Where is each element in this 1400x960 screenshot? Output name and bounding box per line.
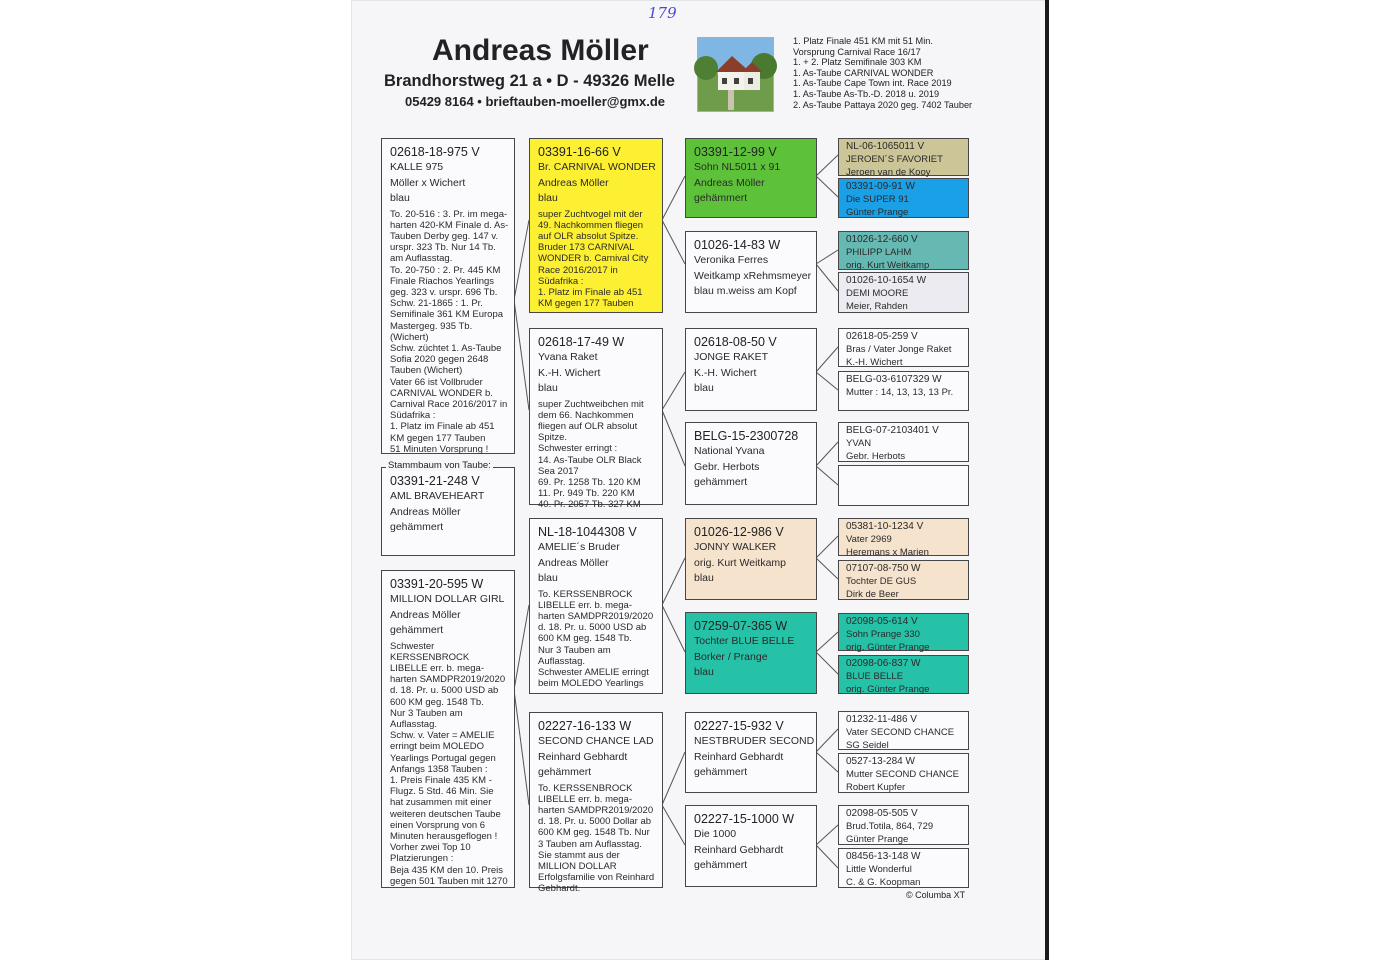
pigeon-origin: orig. Günter Prange	[846, 684, 930, 695]
pigeon-color: gehämmert	[390, 521, 444, 533]
desc-line: Nur 3 Tauben am	[390, 707, 463, 719]
pigeon-origin: Heremans x Marien	[846, 547, 929, 558]
pigeon-origin: K.-H. Wichert	[538, 366, 601, 379]
gen4-card-1[interactable]	[838, 138, 969, 176]
gen3-card-3[interactable]	[685, 328, 817, 411]
pigeon-name: Mutter SECOND CHANCE	[846, 769, 959, 780]
desc-line: LIBELLE err. b. mega-	[390, 662, 484, 674]
dam-card[interactable]	[381, 570, 515, 888]
desc-line: Schwester	[390, 640, 435, 652]
pigeon-color: gehämmert	[538, 766, 592, 778]
pigeon-name: Bras / Vater Jonge Raket	[846, 344, 952, 355]
pigeon-origin: Reinhard Gebhardt	[694, 843, 784, 856]
ring-number: 03391-20-595 W	[390, 577, 484, 591]
gen4-card-2[interactable]	[838, 178, 969, 218]
gen4-card-15[interactable]	[838, 805, 969, 845]
pigeon-name: Br. CARNIVAL WONDER	[538, 161, 656, 173]
ring-number: 02227-15-1000 W	[694, 812, 795, 826]
gen4-card-12[interactable]	[838, 655, 969, 694]
gen4-card-13[interactable]	[838, 711, 969, 750]
pigeon-color: blau	[538, 382, 558, 394]
pigeon-origin: Reinhard Gebhardt	[694, 750, 784, 763]
desc-line: Schwester erringt :	[538, 443, 618, 455]
desc-line: 49. Nachkommen fliegen	[538, 219, 644, 231]
pigeon-origin: K.-H. Wichert	[694, 366, 757, 379]
desc-line: Schw. 21-1865 : 1. Pr.	[390, 298, 483, 310]
gen3-card-6[interactable]	[685, 612, 817, 694]
corner-mark: 179	[648, 4, 677, 22]
ring-number: 03391-16-66 V	[538, 145, 621, 159]
gen3-card-5[interactable]	[685, 518, 817, 600]
ring-number: 0527-13-284 W	[846, 756, 915, 767]
desc-line: Yearlings Portugal gegen	[390, 752, 496, 764]
desc-line: d. 18. Pr. u. 5000 USD ab	[538, 622, 647, 634]
desc-line: MILLION DOLLAR	[538, 860, 617, 872]
desc-line: Schw. v. Vater = AMELIE	[390, 730, 495, 742]
ring-number: 02618-17-49 W	[538, 335, 625, 349]
desc-line: KM gegen 177 Tauben	[390, 432, 486, 444]
pigeon-origin: Meier, Rahden	[846, 301, 908, 312]
sire-description	[390, 209, 507, 455]
desc-line: 11. Pr. 949 Tb. 220 KM	[538, 488, 635, 500]
ring-number: 02098-05-614 V	[846, 616, 918, 627]
gen4-card-9[interactable]	[838, 518, 969, 556]
desc-line: Erfolgsfamilie von Reinhard	[538, 872, 655, 884]
pigeon-name: Veronika Ferres	[694, 254, 769, 266]
achievement-item: 1. + 2. Platz Semifinale 303 KM	[793, 57, 922, 68]
desc-line: dem 66. Nachkommen	[538, 409, 634, 421]
pigeon-origin: Dirk de Beer	[846, 589, 899, 600]
pigeon-name: KALLE 975	[390, 161, 444, 173]
desc-line: harten SAMDPR2019/2020	[538, 804, 654, 816]
pigeon-origin: Andreas Möller	[390, 505, 461, 518]
desc-line: Vorher zwei Top 10	[390, 842, 471, 854]
desc-line: weiteren deutschen Taube	[390, 808, 501, 820]
pigeon-name: Vater SECOND CHANCE	[846, 727, 955, 738]
ring-number: BELG-15-2300728	[694, 429, 799, 443]
pigeon-color: blau	[694, 572, 714, 584]
ring-number: 02618-08-50 V	[694, 335, 777, 349]
gen4-card-5[interactable]	[838, 328, 969, 367]
pigeon-color: blau	[694, 666, 714, 678]
desc-line: Mastergeg. 935 Tb.	[390, 320, 473, 332]
desc-line: Schwester AMELIE erringt	[538, 666, 649, 678]
granddam-maternal-card[interactable]	[529, 712, 663, 895]
pigeon-color: blau	[538, 572, 558, 584]
ring-number: 03391-09-91 W	[846, 181, 915, 192]
desc-line: harten 420-KM Finale d. As-	[390, 219, 509, 231]
pigeon-color: blau m.weiss am Kopf	[694, 285, 797, 297]
gen3-card-7[interactable]	[685, 712, 817, 793]
ring-number: 03391-21-248 V	[390, 474, 480, 488]
pigeon-description	[538, 209, 655, 310]
pigeon-origin: K.-H. Wichert	[846, 357, 903, 368]
desc-line: super Zuchtweibchen mit	[538, 398, 644, 410]
pigeon-origin: Möller x Wichert	[390, 176, 466, 189]
ring-number: 03391-12-99 V	[694, 145, 777, 159]
breeder-name: Andreas Möller	[432, 34, 649, 67]
desc-line: Sea 2017	[538, 465, 579, 477]
pigeon-name: YVAN	[846, 438, 872, 449]
ring-number: 01026-12-660 V	[846, 234, 918, 245]
desc-line: fliegen auf OLR absolut	[538, 420, 638, 432]
ring-number: BELG-03-6107329 W	[846, 374, 942, 385]
pigeon-name: AMELIE´s Bruder	[538, 541, 620, 553]
desc-line: Südafrika :	[390, 410, 436, 422]
desc-line: 51 Minuten Vorsprung !	[390, 443, 489, 455]
desc-line: hat zusammen mit einer	[390, 797, 492, 809]
tree-label: Stammbaum von Taube:	[388, 460, 491, 471]
gen4-card-4[interactable]	[838, 272, 969, 313]
pigeon-color: gehämmert	[694, 476, 748, 488]
ring-number: 01026-10-1654 W	[846, 275, 927, 286]
desc-line: Vater 66 ist Vollbruder	[390, 376, 483, 388]
desc-line: Sie stammt aus der	[538, 849, 620, 861]
desc-line: To. 20-516 : 3. Pr. im mega-	[390, 208, 508, 220]
ring-number: 01026-12-986 V	[694, 525, 784, 539]
desc-line: Platzierungen :	[390, 853, 454, 865]
pigeon-name: JONNY WALKER	[694, 541, 777, 553]
desc-line: Südafrika :	[538, 275, 584, 287]
pigeon-color: gehämmert	[694, 766, 748, 778]
pigeon-origin: Günter Prange	[846, 207, 909, 218]
pigeon-name: MILLION DOLLAR GIRL	[390, 593, 505, 605]
grandsire-paternal-card[interactable]	[529, 138, 663, 313]
pigeon-origin: Jeroen van de Kooy	[846, 167, 931, 178]
pigeon-origin: SG Seidel	[846, 740, 889, 751]
pigeon-color: blau	[694, 382, 714, 394]
pigeon-description	[538, 589, 655, 690]
pigeon-name: Brud.Totila, 864, 729	[846, 821, 934, 832]
achievement-item: 1. As-Taube As-Tb.-D. 2018 u. 2019	[793, 88, 940, 99]
desc-line: d. 18. Pr. u. 5000 USD ab	[390, 685, 499, 697]
desc-line: Carnival Race 2016/2017 in	[390, 398, 508, 410]
desc-line: Bruder 173 CARNIVAL	[538, 242, 635, 254]
gen4-card-3[interactable]	[838, 231, 969, 270]
pigeon-origin: orig. Kurt Weitkamp	[694, 556, 787, 569]
pigeon-description	[538, 399, 655, 511]
desc-line: 600 KM geg. 1548 Tb. Nur	[538, 827, 650, 839]
pigeon-name: Vater 2969	[846, 534, 892, 545]
pigeon-origin: Gebr. Herbots	[694, 460, 760, 473]
desc-line: Tauben (Wichert)	[390, 365, 463, 377]
pigeon-origin: orig. Kurt Weitkamp	[846, 260, 930, 271]
desc-line: 69. Pr. 1258 Tb. 120 KM	[538, 476, 641, 488]
achievement-item: 2. As-Taube Pattaya 2020 geg. 7402 Tauber	[793, 99, 973, 110]
desc-line: am Auflasstag.	[390, 253, 453, 265]
ring-number: 02618-05-259 V	[846, 331, 918, 342]
loft-photo	[697, 37, 774, 112]
desc-line: beim MOLEDO Yearlings	[538, 678, 644, 690]
pigeon-origin: orig. Günter Prange	[846, 642, 930, 653]
desc-line: 1. Platz im Finale ab 451	[390, 421, 495, 433]
desc-line: Schw. züchtet 1. As-Taube	[390, 342, 502, 354]
pigeon-name: Die 1000	[694, 828, 737, 840]
ring-number: BELG-07-2103401 V	[846, 425, 939, 436]
achievement-list	[793, 36, 972, 110]
desc-line: 600 KM geg. 1548 Tb.	[390, 696, 484, 708]
desc-line: auf OLR absolut Spitze.	[538, 230, 639, 242]
pigeon-name: BLUE BELLE	[846, 671, 904, 682]
granddam-paternal-card[interactable]	[529, 328, 663, 511]
ring-number: NL-06-1065011 V	[846, 141, 925, 152]
gen3-card-2[interactable]	[685, 231, 817, 313]
desc-line: Flugz. 5 Std. 46 Min. Sie	[390, 786, 494, 798]
desc-line: 1. Preis Finale 435 KM -	[390, 774, 492, 786]
pigeon-color: blau	[390, 192, 410, 204]
gen4-card-11[interactable]	[838, 613, 969, 651]
pigeon-name: Sohn Prange 330	[846, 629, 920, 640]
scan-edge	[1045, 0, 1049, 960]
gen3-card-4[interactable]	[685, 422, 817, 505]
desc-line: d. 18. Pr. u. 5000 Dollar ab	[538, 816, 652, 828]
ring-number: 07259-07-365 W	[694, 619, 788, 633]
gen4-card-14[interactable]	[838, 753, 969, 793]
desc-line: 600 KM geg. 1548 Tb.	[538, 633, 632, 645]
pigeon-origin: Gebr. Herbots	[846, 451, 906, 462]
pigeon-color: gehämmert	[694, 192, 748, 204]
ring-number: 07107-08-750 W	[846, 563, 921, 574]
ring-number: 01232-11-486 V	[846, 714, 917, 725]
pigeon-name: Sohn NL5011 x 91	[694, 161, 781, 173]
grandsire-maternal-card[interactable]	[529, 518, 663, 694]
pigeon-name: SECOND CHANCE LAD	[538, 735, 654, 747]
pigeon-color: gehämmert	[694, 859, 748, 871]
desc-line: LIBELLE err. b. mega-	[538, 793, 632, 805]
desc-line: einen Vorsprung von 6	[390, 819, 486, 831]
pigeon-origin: Andreas Möller	[694, 176, 765, 189]
desc-line: (Wichert)	[390, 331, 429, 343]
gen3-card-8[interactable]	[685, 805, 817, 887]
gen4-card-7[interactable]	[838, 422, 969, 462]
desc-line: Auflasstag.	[390, 718, 437, 730]
gen4-card-8-empty[interactable]	[838, 465, 969, 506]
ring-number: 02618-18-975 V	[390, 145, 480, 159]
desc-line: WONDER b. Carnival City	[538, 253, 649, 265]
gen4-card-10[interactable]	[838, 560, 969, 600]
pigeon-color: blau	[538, 192, 558, 204]
pigeon-origin: Weitkamp xRehmsmeyer	[694, 269, 812, 282]
pigeon-origin: C. & G. Koopman	[846, 877, 921, 888]
pigeon-name: AML BRAVEHEART	[390, 490, 485, 502]
pigeon-origin: Andreas Möller	[538, 556, 609, 569]
pigeon-name: Yvana Raket	[538, 351, 598, 363]
breeder-address: Brandhorstweg 21 a • D - 49326 Melle	[384, 72, 675, 90]
pigeon-name: Tochter DE GUS	[846, 576, 917, 587]
pigeon-name: National Yvana	[694, 445, 765, 457]
pigeon-origin: Andreas Möller	[538, 176, 609, 189]
pigeon-color: gehämmert	[390, 624, 444, 636]
ring-number: 08456-13-148 W	[846, 851, 921, 862]
dam-description	[390, 641, 507, 887]
ring-number: 02098-05-505 V	[846, 808, 918, 819]
pigeon-origin: Günter Prange	[846, 834, 909, 845]
desc-line: To. KERSSENBROCK	[538, 588, 633, 600]
desc-line: erringt beim MOLEDO	[390, 741, 484, 753]
subject-card[interactable]	[381, 467, 515, 556]
desc-line: CARNIVAL WONDER b.	[390, 387, 493, 399]
desc-line: gegen 501 Tauben mit 1270	[390, 875, 508, 887]
gen3-card-1[interactable]	[685, 138, 817, 218]
pigeon-name: PHILIPP LAHM	[846, 247, 912, 258]
desc-line: geg. 323 v. urspr. 696 Tb.	[390, 286, 498, 298]
desc-line: harten SAMDPR2019/2020	[390, 674, 506, 686]
pigeon-name: Tochter BLUE BELLE	[694, 635, 795, 647]
desc-line: urspr. 323 Tb. Nur 14 Tb.	[390, 242, 496, 254]
desc-line: Spitze.	[538, 432, 568, 444]
pigeon-name: JONGE RAKET	[694, 351, 769, 363]
desc-line: LIBELLE err. b. mega-	[538, 599, 632, 611]
desc-line: harten SAMDPR2019/2020	[538, 610, 654, 622]
desc-line: 14. As-Taube OLR Black	[538, 454, 642, 466]
breeder-contact: 05429 8164 • brieftauben-moeller@gmx.de	[405, 94, 665, 109]
desc-line: Semifinale 361 KM Europa	[390, 309, 504, 321]
pigeon-description	[538, 783, 655, 895]
desc-line: Nur 3 Tauben am	[538, 644, 611, 656]
achievement-item: 1. As-Taube Cape Town int. Race 2019	[793, 78, 952, 89]
pigeon-origin: Reinhard Gebhardt	[538, 750, 628, 763]
pigeon-origin: Robert Kupfer	[846, 782, 906, 793]
ring-number: 01026-14-83 W	[694, 238, 781, 252]
copyright-note: © Columba XT	[906, 890, 966, 900]
pigeon-name: Mutter : 14, 13, 13, 13 Pr.	[846, 387, 954, 398]
desc-line: 1. Platz im Finale ab 451	[538, 286, 643, 298]
pigeon-name: JEROEN´S FAVORIET	[846, 154, 943, 165]
ring-number: NL-18-1044308 V	[538, 525, 637, 539]
sire-card[interactable]	[381, 138, 515, 454]
ring-number: 02227-15-932 V	[694, 719, 784, 733]
desc-line: Gebhardt.	[538, 883, 581, 895]
ring-number: 02098-06-837 W	[846, 658, 921, 669]
pigeon-name: Die SUPER 91	[846, 194, 909, 205]
desc-line: super Zuchtvogel mit der	[538, 208, 643, 220]
pigeon-name: DEMI MOORE	[846, 288, 909, 299]
desc-line: Race 2016/2017 in	[538, 264, 618, 276]
achievement-item: 1. As-Taube CARNIVAL WONDER	[793, 67, 934, 78]
achievement-item: 1. Platz Finale 451 KM mit 51 Min.	[793, 36, 933, 46]
desc-line: Sofia 2020 gegen 2648	[390, 354, 489, 366]
ring-number: 05381-10-1234 V	[846, 521, 924, 532]
desc-line: To. 20-750 : 2. Pr. 445 KM	[390, 264, 501, 276]
desc-line: KM gegen 177 Tauben	[538, 298, 634, 310]
desc-line: Tauben Derby geg. 147 v.	[390, 230, 499, 242]
desc-line: KERSSENBROCK	[390, 651, 470, 663]
loft-house-image	[698, 38, 773, 111]
desc-line: To. KERSSENBROCK	[538, 782, 633, 794]
gen4-card-16[interactable]	[838, 848, 969, 888]
desc-line: Finale Riachos Yearlings	[390, 275, 495, 287]
pigeon-name: NESTBRUDER SECOND	[694, 735, 815, 747]
ring-number: 02227-16-133 W	[538, 719, 632, 733]
pigeon-origin: Andreas Möller	[390, 608, 461, 621]
gen4-card-6[interactable]	[838, 371, 969, 411]
desc-line: 40. Pr. 2057 Tb. 327 KM	[538, 499, 641, 511]
desc-line: 3 Tauben am Auflasstag.	[538, 838, 642, 850]
desc-line: Beja 435 KM den 10. Preis	[390, 864, 504, 876]
desc-line: Minuten herausgeflogen !	[390, 830, 498, 842]
desc-line: Anfangs 1358 Tauben :	[390, 763, 488, 775]
pigeon-origin: Borker / Prange	[694, 650, 768, 663]
achievement-item: Vorsprung Carnival Race 16/17	[793, 46, 921, 57]
pigeon-name: Little Wonderful	[846, 864, 912, 875]
desc-line: Auflasstag.	[538, 655, 585, 667]
